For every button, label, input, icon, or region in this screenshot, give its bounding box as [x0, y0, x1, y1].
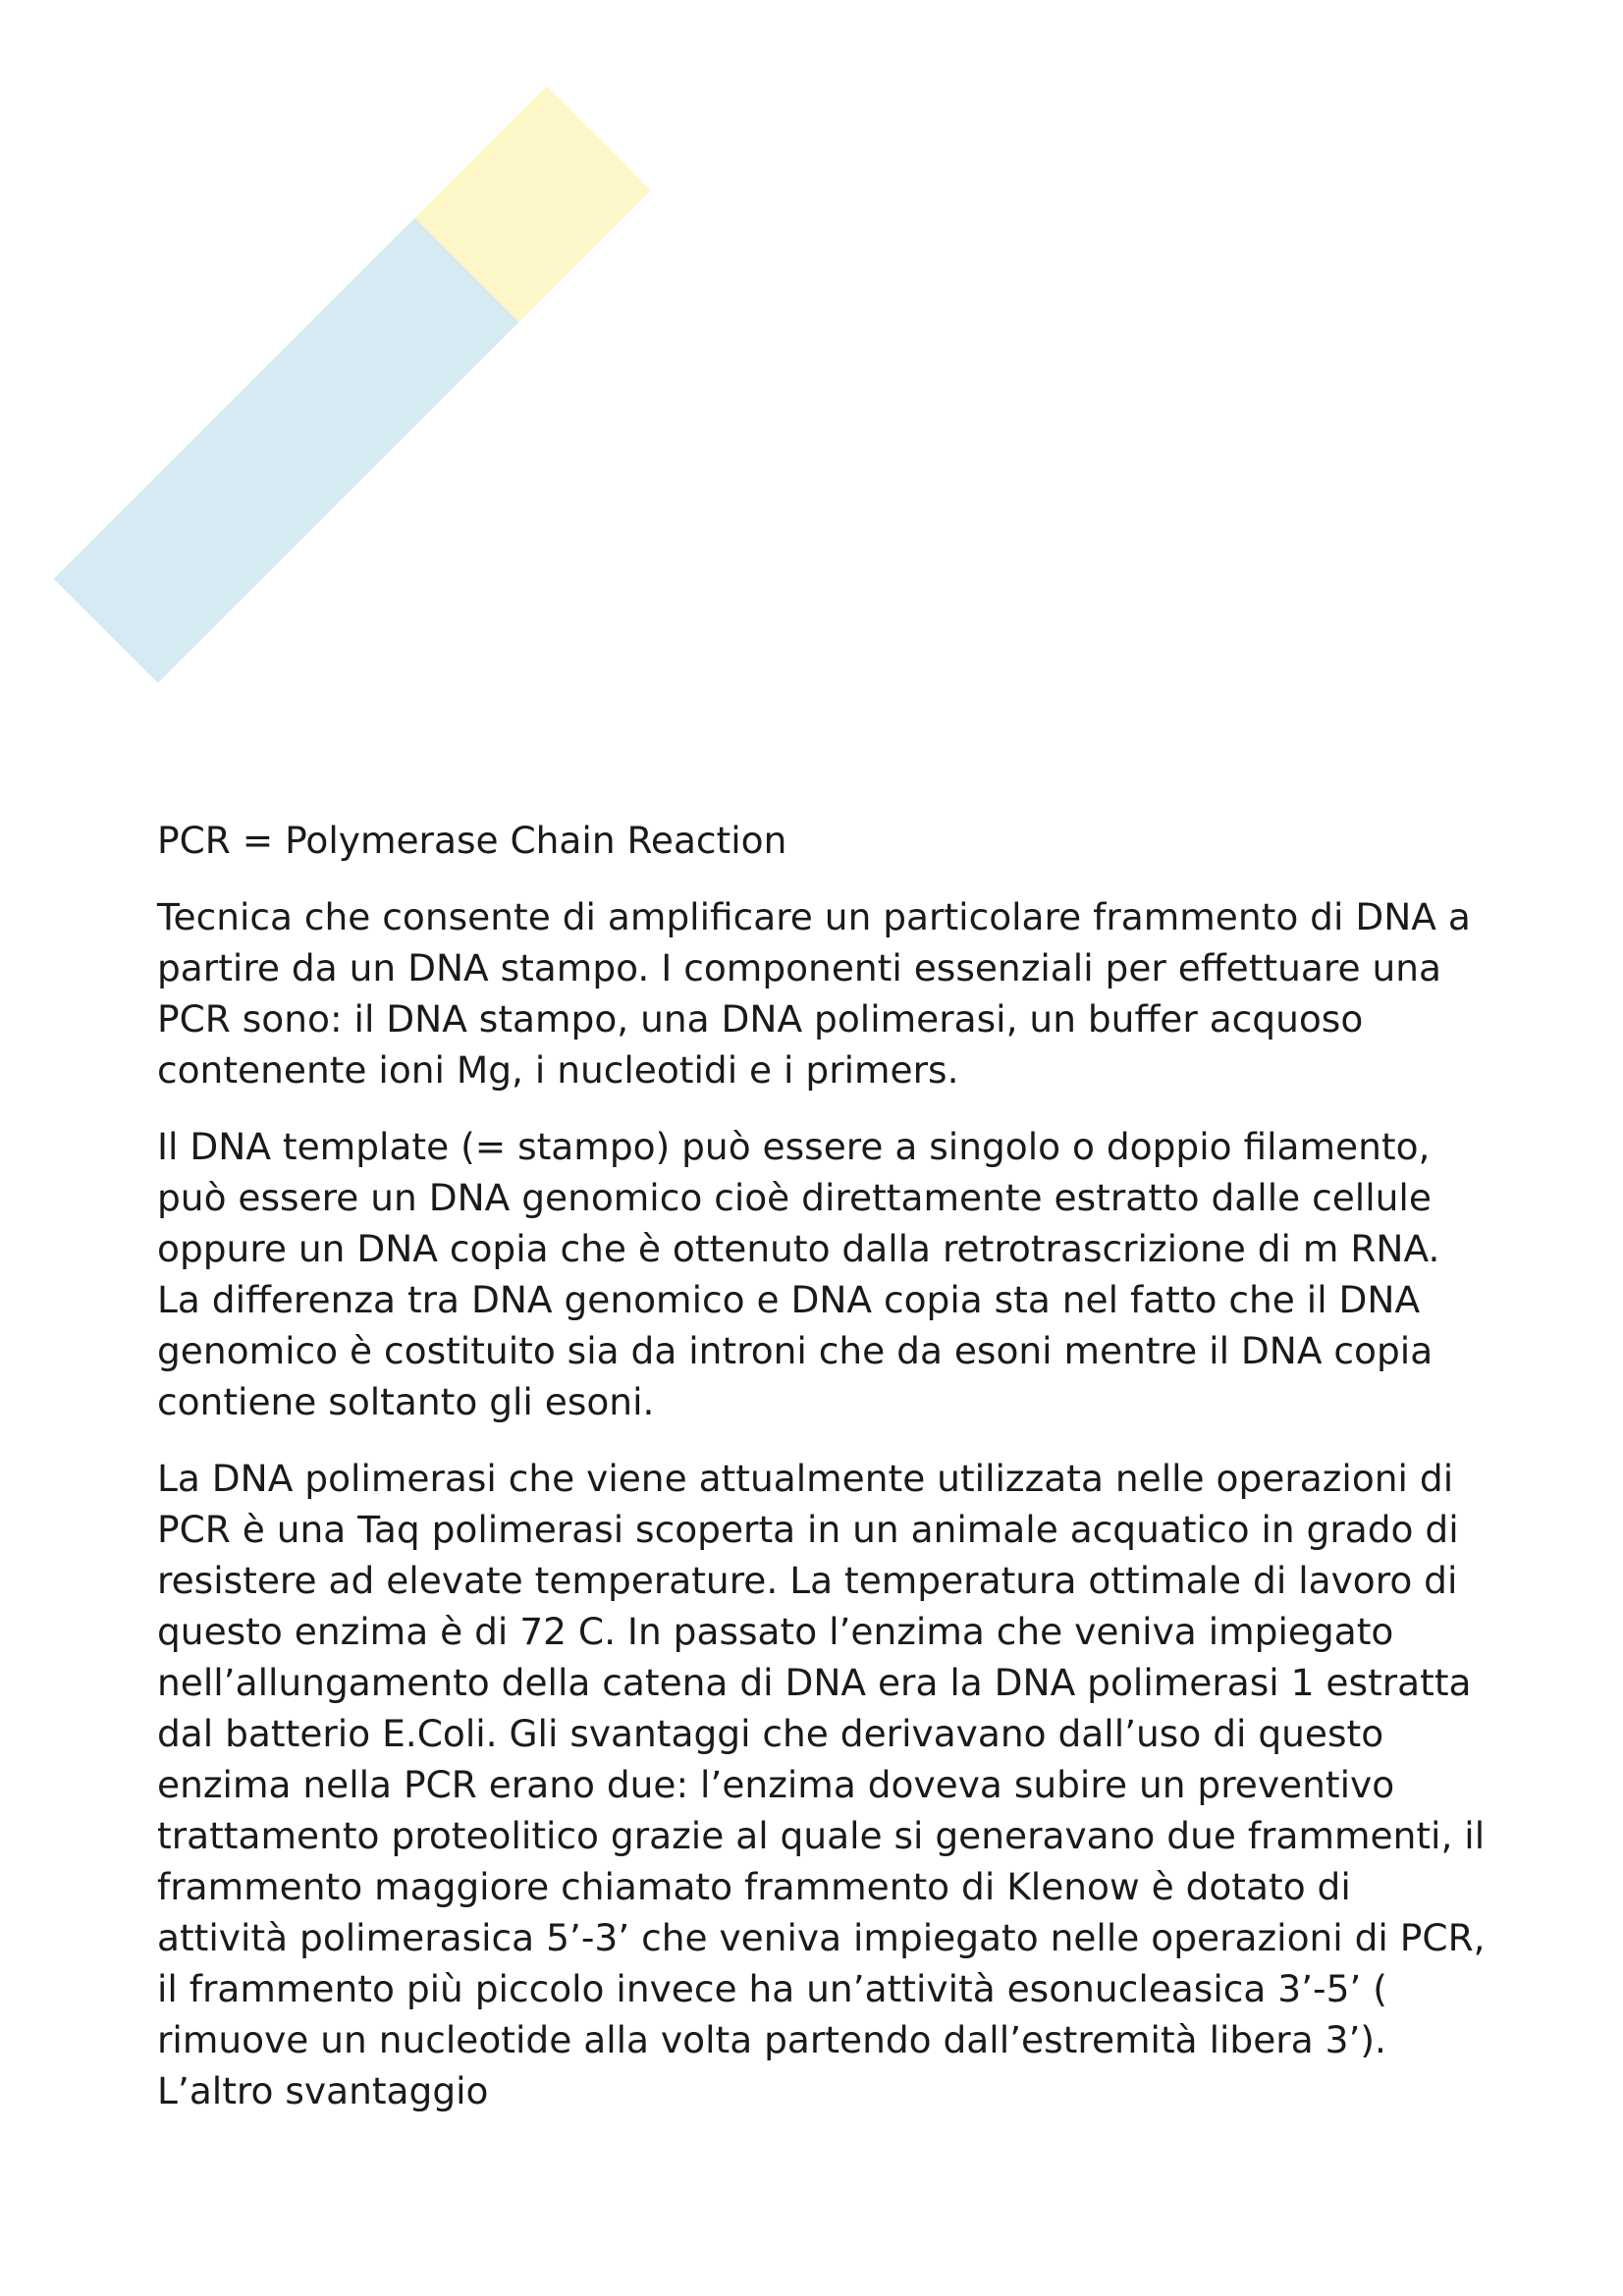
paragraph-intro: Tecnica che consente di amplificare un particolare frammento di DNA a partire da un DNA stampo. I componenti essenziali per effettuare una PCR sono: il DNA stampo, una DNA polimerasi, un buffer acquoso contenente ioni Mg, i nucleotidi e i primers. — [157, 895, 1471, 1092]
paragraph-template: Il DNA template (= stampo) può essere a singolo o doppio filamento, può essere un DNA genomico cioè direttamente estratto dalle cellule oppure un DNA copia che è ottenuto dalla retrotrascrizione di m RNA. La differenza tra DNA genomico e DNA copia sta nel fatto che il DNA genomico è costituito sia da introni che da esoni mentre il DNA copia contiene soltanto gli esoni. — [157, 1125, 1440, 1423]
document-title: PCR = Polymerase Chain Reaction — [157, 819, 787, 862]
skuola-watermark-logo — [20, 59, 727, 766]
watermark-blue-band — [54, 218, 519, 683]
paragraph-polymerase: La DNA polimerasi che viene attualmente utilizzata nelle operazioni di PCR è una Taq polimerasi scoperta in un animale acquatico in grado di resistere ad elevate temperature. La temperatura ottimale di lavoro di questo enzima è di 72 C. In passato l’enzima che veniva impiegato nell’allungamento della catena di DNA era la DNA polimerasi 1 estratta dal batterio E.Coli. Gli svantaggi che derivavano dall’uso di questo enzima nella PCR erano due: l’enzima doveva subire un preventivo trattamento proteolitico grazie al quale si generavano due frammenti, il frammento maggiore chiamato frammento di Klenow è dotato di attività polimerasica 5’-3’ che veniva impiegato nelle operazioni di PCR, il frammento più piccolo invece ha un’attività esonucleasica 3’-5’ ( rimuove un nucleotide alla volta partendo dall’estremità libera 3’). L’altro svantaggio — [157, 1457, 1486, 2112]
document-body — [157, 815, 1492, 2142]
